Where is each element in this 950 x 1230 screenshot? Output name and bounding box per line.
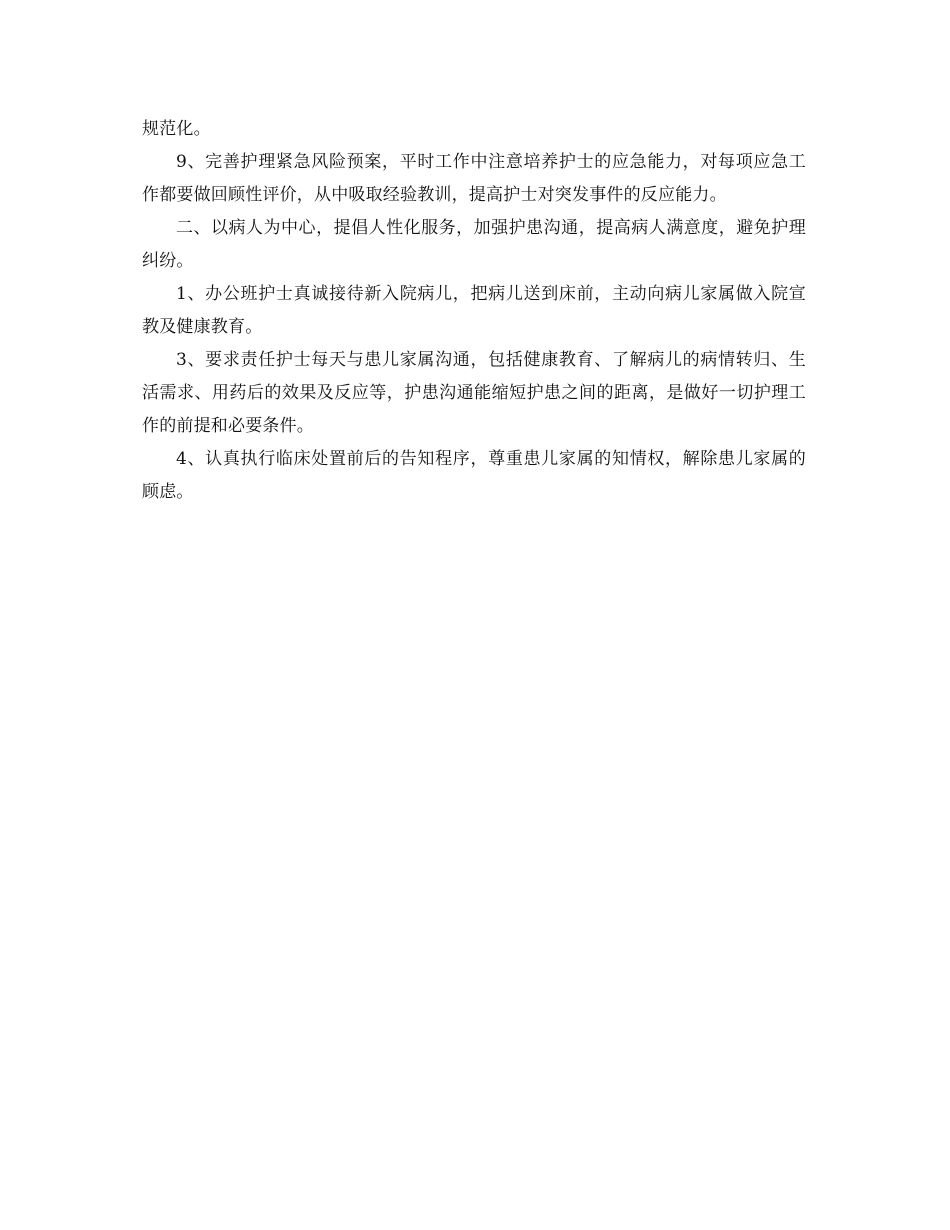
paragraph-item-9: 9、完善护理紧急风险预案，平时工作中注意培养护士的应急能力，对每项应急工作都要做回顾性评价，从中吸取经验教训，提高护士对突发事件的反应能力。 [142,152,806,205]
paragraph-item-4: 4、认真执行临床处置前后的告知程序，尊重患儿家属的知情权，解除患儿家属的顾虑。 [142,449,806,502]
paragraph-section-2-heading: 二、以病人为中心，提倡人性化服务，加强护患沟通，提高病人满意度，避免护理纠纷。 [142,218,806,271]
document-body [142,113,806,509]
paragraph-item-1: 1、办公班护士真诚接待新入院病儿，把病儿送到床前，主动向病儿家属做入院宣教及健康教育。 [142,284,806,337]
paragraph-continuation: 规范化。 [142,119,211,139]
paragraph-item-3: 3、要求责任护士每天与患儿家属沟通，包括健康教育、了解病儿的病情转归、生活需求、用药后的效果及反应等，护患沟通能缩短护患之间的距离，是做好一切护理工作的前提和必要条件。 [142,350,806,436]
